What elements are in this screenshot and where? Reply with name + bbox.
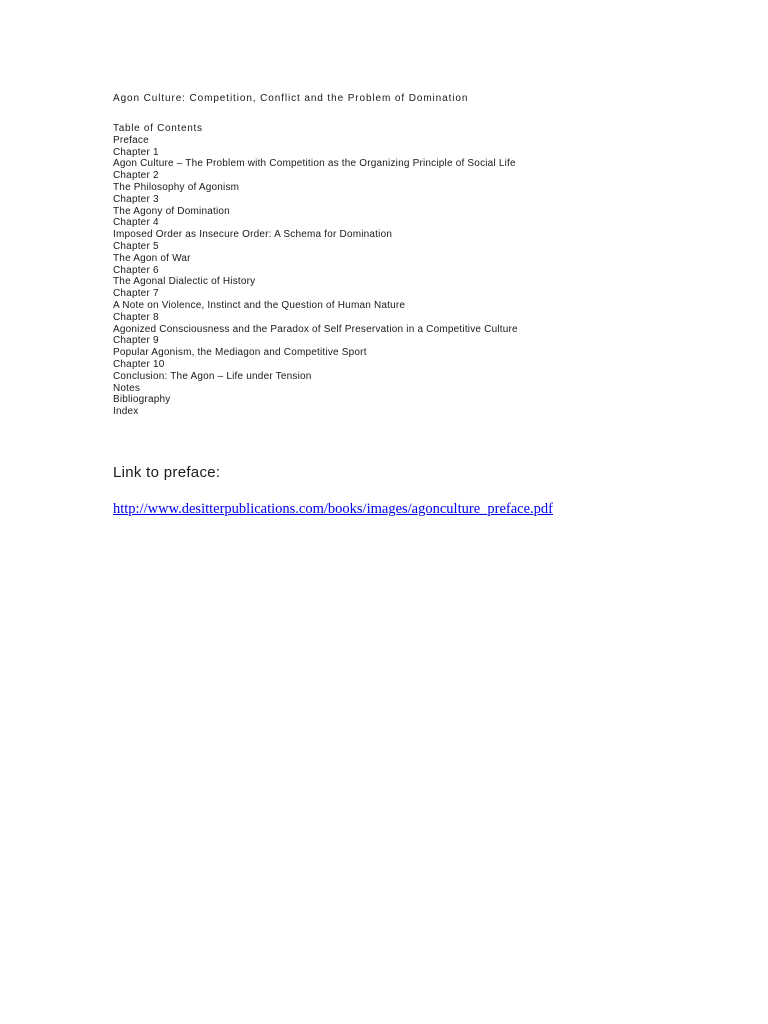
- toc-item: The Agon of War: [113, 252, 191, 264]
- toc-item: Chapter 9: [113, 335, 159, 347]
- preface-pdf-link[interactable]: http://www.desitterpublications.com/books/images/agonculture_preface.pdf: [113, 501, 553, 517]
- toc-item: A Note on Violence, Instinct and the Question of Human Nature: [113, 299, 406, 311]
- toc-item: Conclusion: The Agon – Life under Tension: [113, 370, 312, 382]
- table-of-contents: [113, 123, 518, 418]
- toc-item: Imposed Order as Insecure Order: A Schema for Domination: [113, 229, 393, 241]
- toc-item: Chapter 10: [113, 358, 165, 370]
- toc-heading: Table of Contents: [113, 123, 203, 134]
- toc-item: Chapter 4: [113, 217, 159, 229]
- toc-item: Chapter 7: [113, 288, 159, 300]
- toc-item: Chapter 3: [113, 193, 159, 205]
- toc-item: Agon Culture – The Problem with Competition as the Organizing Principle of Social Life: [113, 158, 516, 170]
- toc-item: Chapter 6: [113, 264, 159, 276]
- toc-item: Popular Agonism, the Mediagon and Competitive Sport: [113, 347, 367, 359]
- toc-item: Notes: [113, 382, 141, 394]
- toc-item: The Agonal Dialectic of History: [113, 276, 256, 288]
- toc-item: Chapter 8: [113, 311, 159, 323]
- toc-item: Chapter 1: [113, 146, 159, 158]
- document-title: Agon Culture: Competition, Conflict and the Problem of Domination: [113, 93, 469, 104]
- toc-item: Bibliography: [113, 394, 171, 406]
- preface-link-label: Link to preface:: [113, 464, 221, 481]
- toc-item: The Philosophy of Agonism: [113, 181, 240, 193]
- toc-item: Chapter 2: [113, 170, 159, 182]
- toc-item: Agonized Consciousness and the Paradox of Self Preservation in a Competitive Culture: [113, 323, 518, 335]
- toc-item: Index: [113, 406, 139, 418]
- toc-item: Chapter 5: [113, 240, 159, 252]
- toc-item: Preface: [113, 134, 149, 146]
- toc-item: The Agony of Domination: [113, 205, 230, 217]
